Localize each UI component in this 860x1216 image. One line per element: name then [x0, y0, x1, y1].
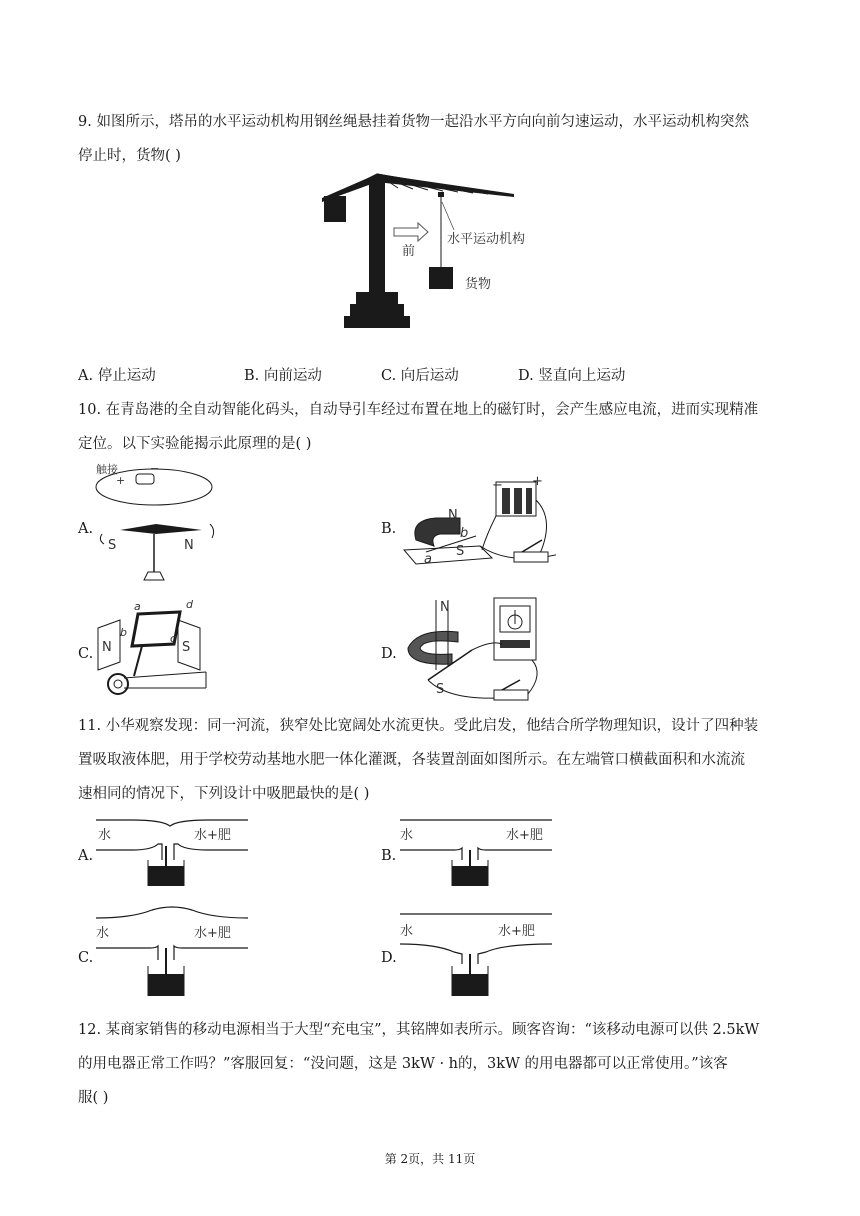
q11-fig-d-water-fert: 水+肥 [498, 924, 535, 939]
q10-option-b-letter[interactable]: B. [381, 521, 397, 537]
q10-fig-c-generator [94, 598, 230, 702]
q10-fig-a-n: N [184, 538, 194, 553]
q11-stem-line2: 置吸取液体肥，用于学校劳动基地水肥一体化灌溉，各装置剖面如图所示。在左端管口横截面积和水流流 [78, 752, 745, 768]
q10-fig-b-minus: − [492, 478, 503, 493]
q11-option-c-letter[interactable]: C. [78, 950, 94, 966]
q10-fig-a-s: S [108, 538, 117, 553]
q10-fig-a-plus: + [116, 474, 126, 487]
page-footer: 第 2页，共 11页 [384, 1152, 476, 1166]
q10-fig-b-s: S [456, 544, 465, 559]
q9-option-a[interactable]: A. 停止运动 [78, 368, 156, 384]
q10-fig-a-touch-label: 触接 [96, 463, 118, 476]
q9-mechanism-label: 水平运动机构 [447, 232, 526, 247]
q10-fig-c-d: d [186, 598, 193, 611]
q10-option-c-letter[interactable]: C. [78, 646, 94, 662]
q9-forward-label: 前 [402, 244, 416, 259]
q11-option-d-letter[interactable]: D. [381, 950, 397, 966]
q11-stem-line1: 11. 小华观察发现：同一河流，狭窄处比宽阔处水流更快。受此启发，他结合所学物理知识，设计了四种装 [78, 718, 759, 734]
q10-fig-d-s: S [436, 682, 445, 697]
q11-fig-a-water-fert: 水+肥 [194, 828, 231, 843]
q11-fig-a-water: 水 [98, 828, 112, 843]
q10-fig-d-induction [398, 594, 548, 706]
q10-fig-a-oersted [92, 460, 222, 588]
q10-fig-c-c: c [170, 632, 177, 645]
q11-fig-c-pipe [92, 904, 252, 1000]
q11-fig-b-water: 水 [400, 828, 414, 843]
q10-fig-b-plus: + [532, 474, 543, 489]
q11-fig-c-water-fert: 水+肥 [194, 926, 231, 941]
q12-stem-line2: 的用电器正常工作吗？”客服回复：“没问题，这是 3kW · h的，3kW 的用电器都可以正常使用。”该客 [78, 1056, 728, 1072]
q10-option-a-letter[interactable]: A. [78, 521, 94, 537]
q10-fig-b-n: N [448, 508, 458, 523]
q11-option-a-letter[interactable]: A. [78, 848, 94, 864]
q10-fig-c-a: a [134, 600, 141, 613]
q9-option-c[interactable]: C. 向后运动 [381, 368, 459, 384]
q10-fig-b-a: a [424, 552, 432, 567]
q10-fig-b-b: b [460, 526, 469, 541]
q10-fig-c-b: b [120, 626, 127, 639]
q10-fig-a-minus: − [150, 462, 160, 475]
q11-option-b-letter[interactable]: B. [381, 848, 397, 864]
q10-fig-c-s: S [182, 640, 191, 655]
q12-stem-line1: 12. 某商家销售的移动电源相当于大型“充电宝”，其铭牌如表所示。顾客咨询：“该移动电源可以供 2.5kW [78, 1022, 760, 1038]
q10-fig-c-n: N [102, 640, 112, 655]
q11-fig-d-water: 水 [400, 924, 414, 939]
q10-stem-line2: 定位。以下实验能揭示此原理的是( ) [78, 436, 312, 452]
q9-tower-crane-figure [318, 168, 558, 332]
q12-stem-line3: 服( ) [78, 1090, 109, 1106]
q9-option-b[interactable]: B. 向前运动 [244, 368, 322, 384]
q9-option-d[interactable]: D. 竖直向上运动 [518, 368, 626, 384]
q9-stem-line1: 9. 如图所示，塔吊的水平运动机构用钢丝绳悬挂着货物一起沿水平方向向前匀速运动，水平运动机构突然 [78, 114, 749, 130]
q10-stem-line1: 10. 在青岛港的全自动智能化码头，自动导引车经过布置在地上的磁钉时，会产生感应电流，进而实现精准 [78, 402, 759, 418]
q10-fig-d-n: N [440, 600, 450, 615]
q9-cargo-label: 货物 [465, 277, 492, 292]
q9-stem-line2: 停止时，货物( ) [78, 148, 181, 164]
q11-fig-b-water-fert: 水+肥 [506, 828, 543, 843]
q10-option-d-letter[interactable]: D. [381, 646, 397, 662]
q11-stem-line3: 速相同的情况下，下列设计中吸肥最快的是( ) [78, 786, 370, 802]
q11-fig-c-water: 水 [96, 926, 110, 941]
